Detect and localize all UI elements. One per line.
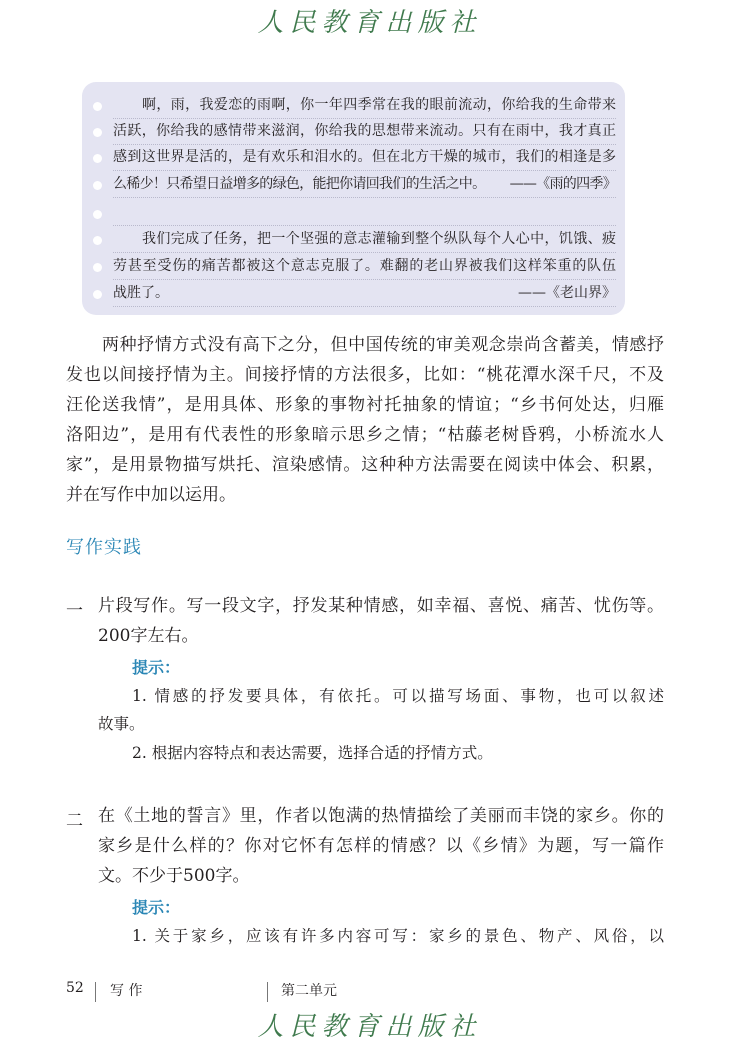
paragraph-line: 洛阳边”，是用有代表性的形象暗示思乡之情；“枯藤老树昏鸦，小桥流水人 <box>66 425 664 445</box>
quote-source: ——《老山界》 <box>518 285 616 301</box>
hint-label: 提示： <box>132 898 181 917</box>
quote-line: 啊，雨，我爱恋的雨啊，你一年四季常在我的眼前流动，你给我的生命带来 <box>113 92 616 119</box>
paragraph-line: 家”，是用景物描写烘托、渲染感情。这种种方法需要在阅读中体会、积累， <box>66 455 664 475</box>
paragraph-line: 并在写作中加以运用。 <box>66 485 236 505</box>
notebook-hole-icon <box>93 181 102 190</box>
task-number: 一 <box>66 601 83 621</box>
task-line: 家乡是什么样的？你对它怀有怎样的情感？以《乡情》为题，写一篇作 <box>98 836 664 856</box>
tip-line: 1. 情感的抒发要具体，有依托。可以描写场面、事物，也可以叙述 <box>132 687 664 705</box>
notebook-hole-icon <box>93 154 102 163</box>
publisher-logo-top: 人民教育出版社 <box>257 8 482 38</box>
quote-text: 战胜了。 <box>113 285 169 301</box>
hint-label: 提示： <box>132 658 181 677</box>
footer-section: 写 作 <box>110 983 143 999</box>
section-heading: 写作实践 <box>66 537 142 558</box>
quote-line: 劳甚至受伤的痛苦都被这个意志克服了。难翻的老山界被我们这样笨重的队伍 <box>113 253 616 280</box>
tip-line: 1. 关于家乡，应该有许多内容可写：家乡的景色、物产、风俗，以 <box>132 927 664 945</box>
quote-line <box>113 171 616 198</box>
divider <box>95 982 96 1002</box>
quote-source: ——《雨的四季》 <box>509 176 616 192</box>
publisher-logo-bottom: 人民教育出版社 <box>257 1012 482 1042</box>
quote-line: 感到这世界是活的，是有欢乐和泪水的。但在北方干燥的城市，我们的相逢是多 <box>113 144 616 171</box>
notebook-hole-icon <box>93 236 102 245</box>
paragraph-line: 汪伦送我情”，是用具体、形象的事物衬托抽象的情谊；“乡书何处达，归雁 <box>66 395 664 415</box>
notebook-hole-icon <box>93 290 102 299</box>
paragraph-line: 发也以间接抒情为主。间接抒情的方法很多，比如：“桃花潭水深千尺，不及 <box>66 365 664 385</box>
notebook-hole-icon <box>93 102 102 111</box>
paragraph-line: 两种抒情方式没有高下之分，但中国传统的审美观念崇尚含蓄美，情感抒 <box>102 335 664 355</box>
task-line: 在《土地的誓言》里，作者以饱满的热情描绘了美丽而丰饶的家乡。你的 <box>98 806 664 826</box>
task-number: 二 <box>66 811 83 831</box>
notebook-hole-icon <box>93 128 102 137</box>
tip-line: 故事。 <box>98 715 145 733</box>
divider <box>267 982 268 1002</box>
notebook-hole-icon <box>93 263 102 272</box>
task-line: 片段写作。写一段文字，抒发某种情感，如幸福、喜悦、痛苦、忧伤等。 <box>98 596 664 616</box>
quote-blank-line <box>113 199 616 226</box>
quote-line: 我们完成了任务，把一个坚强的意志灌输到整个纵队每个人心中，饥饿、疲 <box>113 226 616 253</box>
task-line: 文。不少于500字。 <box>98 866 250 886</box>
quote-line: 活跃，你给我的感情带来滋润，你给我的思想带来流动。只有在雨中，我才真正 <box>113 118 616 145</box>
page-number: 52 <box>66 980 84 996</box>
quote-line <box>113 280 616 307</box>
quote-text: 么稀少！只希望日益增多的绿色，能把你请回我们的生活之中。 <box>113 176 486 192</box>
tip-line: 2. 根据内容特点和表达需要，选择合适的抒情方式。 <box>132 744 493 762</box>
task-line: 200字左右。 <box>98 626 199 646</box>
notebook-hole-icon <box>93 210 102 219</box>
footer-unit: 第二单元 <box>281 983 337 999</box>
quote-box <box>82 82 625 315</box>
